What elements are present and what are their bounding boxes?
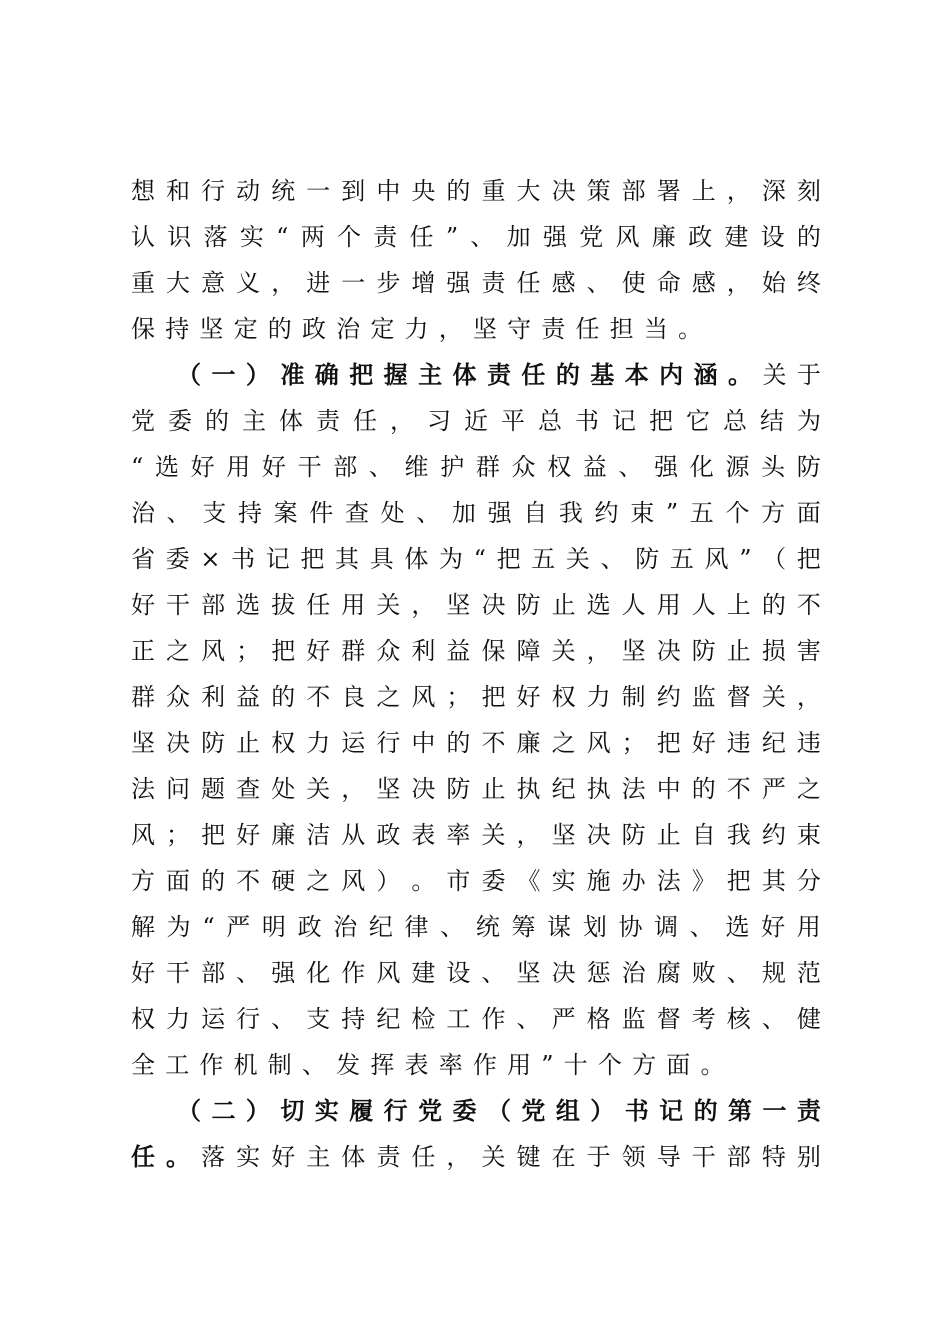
text-line: 保 持 坚 定 的 政 治 定 力 ， 坚 守 责 任 担 当 。 <box>131 315 702 343</box>
text-line: 权 力 运 行 、 支 持 纪 检 工 作 、 严 格 监 督 考 核 、 健 <box>131 1005 821 1033</box>
text-line: 任 。 落 实 好 主 体 责 任 ， 关 键 在 于 领 导 干 部 特 别 <box>131 1142 821 1171</box>
text-line: 认 识 落 实 “ 两 个 责 任 ” 、 加 强 党 风 廉 政 建 设 的 <box>131 223 821 251</box>
text-line: 省 委 × 书 记 把 其 具 体 为 “ 把 五 关 、 防 五 风 ” （ 把 <box>131 545 821 573</box>
text-line: 群 众 利 益 的 不 良 之 风 ； 把 好 权 力 制 约 监 督 关 ， <box>131 683 821 711</box>
text-line: 正 之 风 ； 把 好 群 众 利 益 保 障 关 ， 坚 决 防 止 损 害 <box>131 637 821 665</box>
text-line: 治 、 支 持 案 件 查 处 、 加 强 自 我 约 束 ” 五 个 方 面 <box>131 499 821 527</box>
text-line: 好 干 部 、 强 化 作 风 建 设 、 坚 决 惩 治 腐 败 、 规 范 <box>131 959 821 987</box>
text-line: 想 和 行 动 统 一 到 中 央 的 重 大 决 策 部 署 上 ， 深 刻 <box>131 177 821 205</box>
text-line: “ 选 好 用 好 干 部 、 维 护 群 众 权 益 、 强 化 源 头 防 <box>131 453 821 481</box>
body-text <box>131 168 821 1180</box>
text-line: 好 干 部 选 拔 任 用 关 ， 坚 决 防 止 选 人 用 人 上 的 不 <box>131 591 821 619</box>
text-line: 方 面 的 不 硬 之 风 ） 。 市 委 《 实 施 办 法 》 把 其 分 <box>131 867 821 895</box>
text-line: 党 委 的 主 体 责 任 ， 习 近 平 总 书 记 把 它 总 结 为 <box>131 407 821 435</box>
text-line: 解 为 “ 严 明 政 治 纪 律 、 统 筹 谋 划 协 调 、 选 好 用 <box>131 913 821 941</box>
text-line: 法 问 题 查 处 关 ， 坚 决 防 止 执 纪 执 法 中 的 不 严 之 <box>131 775 821 803</box>
text-line: 风 ； 把 好 廉 洁 从 政 表 率 关 ， 坚 决 防 止 自 我 约 束 <box>131 821 821 849</box>
text-line: 坚 决 防 止 权 力 运 行 中 的 不 廉 之 风 ； 把 好 违 纪 违 <box>131 729 821 757</box>
text-line: 全 工 作 机 制 、 发 挥 表 率 作 用 ” 十 个 方 面 。 <box>131 1051 725 1079</box>
text-line: （ 一 ） 准 确 把 握 主 体 责 任 的 基 本 内 涵 。 关 于 <box>177 360 821 389</box>
text-line: 重 大 意 义 ， 进 一 步 增 强 责 任 感 、 使 命 感 ， 始 终 <box>131 269 821 297</box>
text-line: （ 二 ） 切 实 履 行 党 委 （ 党 组 ） 书 记 的 第 一 责 <box>177 1096 821 1125</box>
